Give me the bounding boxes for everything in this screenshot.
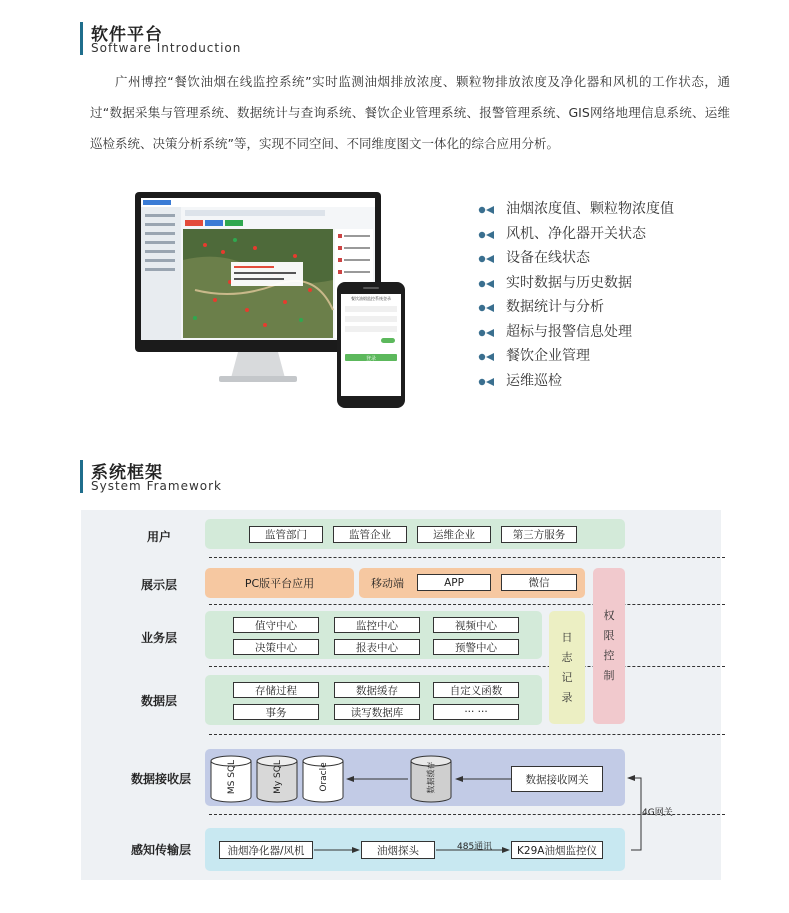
4g-gateway-label: 4G网关 xyxy=(642,808,673,818)
layer-label-sensing: 感知传输层 xyxy=(131,843,192,857)
protocol-label: 485通讯 xyxy=(457,842,493,852)
feature-item: 餐饮企业管理 xyxy=(478,343,674,368)
data-item: 存储过程 xyxy=(233,682,319,698)
bullet-arrow-icon xyxy=(478,203,496,213)
pc-platform-label: PC版平台应用 xyxy=(244,577,315,590)
data-item: 读写数据库 xyxy=(334,704,420,720)
bullet-arrow-icon xyxy=(478,277,496,287)
4g-gateway-connector xyxy=(621,770,661,870)
purifier-fan-box: 油烟净化器/风机 xyxy=(219,841,313,859)
layer-divider xyxy=(209,666,725,667)
bullet-arrow-icon xyxy=(478,375,496,385)
log-record-label: 日 志 记 录 xyxy=(561,630,573,704)
layer-divider xyxy=(209,734,725,735)
business-item: 决策中心 xyxy=(233,639,319,655)
bullet-arrow-icon xyxy=(478,228,496,238)
user-item: 运维企业 xyxy=(417,526,491,543)
user-item: 监管企业 xyxy=(333,526,407,543)
section-title-bar xyxy=(80,22,83,55)
section-title-bar xyxy=(80,460,83,493)
layer-label-user: 用户 xyxy=(147,530,172,544)
feature-item: 风机、净化器开关状态 xyxy=(478,221,674,246)
section-title: 软件平台 xyxy=(91,25,163,45)
data-item: 数据缓存 xyxy=(334,682,420,698)
monitor-device-box: K29A油烟监控仪 xyxy=(511,841,603,859)
section-subtitle: System Framework xyxy=(91,479,222,493)
bullet-arrow-icon xyxy=(478,350,496,360)
bullet-arrow-icon xyxy=(478,252,496,262)
app-item: APP xyxy=(417,574,491,591)
feature-item: 超标与报警信息处理 xyxy=(478,319,674,344)
intro-paragraph: 广州博控“餐饮油烟在线监控系统”实时监测油烟排放浓度、颗粒物排放浓度及净化器和风机的工作状态，通过“数据采集与管理系统、数据统计与查询系统、餐饮企业管理系统、报警管理系统、GIS网络地理信息系统、运维巡检系统、决策分析系统”等，实现不同空间、不同维度图文一体化的综合应用分析。 xyxy=(90,74,730,151)
layer-label-display: 展示层 xyxy=(141,578,178,592)
business-item: 值守中心 xyxy=(233,617,319,633)
cache-label: 数据缓存 xyxy=(426,761,436,794)
feature-item: 实时数据与历史数据 xyxy=(478,270,674,295)
feature-list xyxy=(478,196,674,392)
receive-gateway-box: 数据接收网关 xyxy=(511,766,603,792)
permission-control-label: 权 限 控 制 xyxy=(603,609,615,682)
user-item: 第三方服务 xyxy=(501,526,577,543)
feature-item: 数据统计与分析 xyxy=(478,294,674,319)
section-subtitle: Software Introduction xyxy=(91,41,242,55)
mobile-label: 移动端 xyxy=(371,577,404,590)
data-item: 事务 xyxy=(233,704,319,720)
feature-item: 油烟浓度值、颗粒物浓度值 xyxy=(478,196,674,221)
business-item: 视频中心 xyxy=(433,617,519,633)
business-item: 预警中心 xyxy=(433,639,519,655)
layer-divider xyxy=(209,557,725,558)
data-item: ··· ··· xyxy=(433,704,519,720)
db-label-oracle: Oracle xyxy=(319,762,329,792)
feature-item: 运维巡检 xyxy=(478,368,674,393)
phone-login-button: 登录 xyxy=(365,356,376,362)
phone-illustration xyxy=(337,282,405,408)
bullet-arrow-icon xyxy=(478,326,496,336)
feature-item: 设备在线状态 xyxy=(478,245,674,270)
section-title: 系统框架 xyxy=(91,463,163,483)
layer-label-business: 业务层 xyxy=(141,631,178,645)
layer-divider xyxy=(209,604,725,605)
db-label-mssql: MS SQL xyxy=(227,759,237,795)
data-item: 自定义函数 xyxy=(433,682,519,698)
business-item: 监控中心 xyxy=(334,617,420,633)
business-item: 报表中心 xyxy=(334,639,420,655)
wechat-item: 微信 xyxy=(501,574,577,591)
db-label-mysql: My SQL xyxy=(273,760,283,794)
phone-title: 餐饮油烟监控系统登录 xyxy=(351,296,391,301)
bullet-arrow-icon xyxy=(478,301,496,311)
framework-diagram xyxy=(81,510,721,880)
probe-box: 油烟探头 xyxy=(361,841,435,859)
layer-label-data: 数据层 xyxy=(141,694,178,708)
user-item: 监管部门 xyxy=(249,526,323,543)
layer-label-receive: 数据接收层 xyxy=(131,772,192,786)
